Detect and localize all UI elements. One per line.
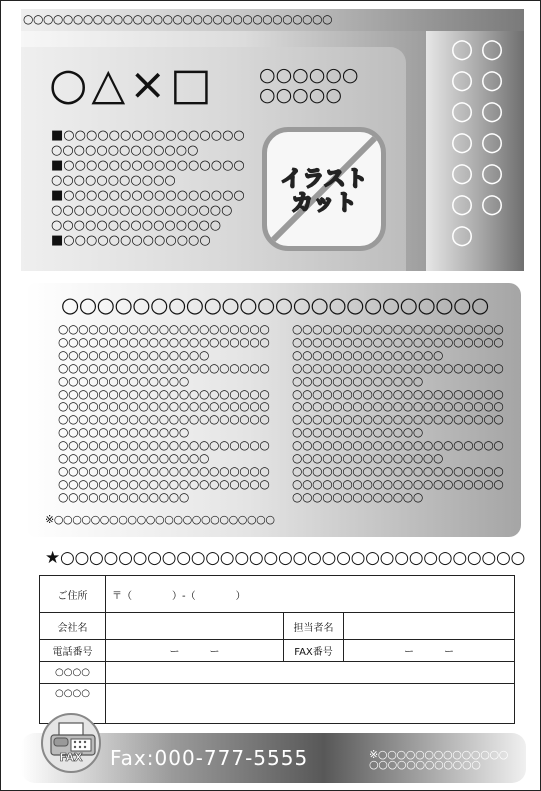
company-field[interactable] (106, 613, 284, 640)
order-form (39, 575, 515, 724)
hero-bullets (51, 128, 251, 248)
right-item: ○ (480, 158, 504, 188)
address-label: ご住所 (40, 576, 106, 613)
form-title: ★○○○○○○○○○○○○○○○○○○○○○○○○○○○○○○○○ (45, 548, 526, 568)
footer-note: ※○○○○○○○○○○○○○○ ○○○○○○○○○○○○ (369, 748, 509, 771)
bullet-item: ■○○○○○○○○○○○○○○○○ ○○○○○○○○○○○○○ (51, 128, 245, 158)
address-field[interactable]: 〒（ ）-（ ） (106, 576, 515, 613)
fax-number: Fax:000-777-5555 (110, 746, 309, 770)
content-column-left: ○○○○○○○○○○○○○○○○○○○○○ ○○○○○○○○○○○○○○○○○○○○○ ○○○○○○○○○○○○○○○ ○○○○○○○○○○○○○○○○○○○○○ ○○○○○○○○○○○○○ ○○○○○○○○○○○○○○○○○○○○○ ○○○○○○○○○○○○○○○○○○○○○ ○○○○○○○○○○○○○○○○○○○○○ ○○○○○○○○○○○○○ ○○○○○○○○○○○○○○○○○○○○○ ○○○○○○○○○○○○○○○ ○○○○○○○○○○○○○○○○○○○○○ ○○○○○○○○○○○○○○○○○○○○○ ○○○○○○○○○○○○○ (58, 322, 270, 504)
content-title: ○○○○○○○○○○○○○○○○○○○○○○○○ (61, 293, 489, 317)
bullet-item: ■○○○○○○○○○○○○○○○○ ○○○○○○○○○○○○○○○○ ○○○○○○○○○○○○○○○ (51, 188, 245, 233)
bullet-item: ■○○○○○○○○○○○○○○○○ ○○○○○○○○○○○ (51, 158, 245, 188)
illustration-label: イラスト カット (280, 167, 368, 216)
extra2-field[interactable] (106, 684, 515, 724)
illustration-placeholder (262, 127, 386, 251)
right-item: ○ (450, 34, 474, 64)
right-item: ○ (450, 127, 474, 157)
right-item: ○ (480, 34, 504, 64)
right-item: ○ (450, 189, 474, 219)
content-note: ※○○○○○○○○○○○○○○○○○○○○○○○○ (45, 513, 275, 526)
extra2-label: ○○○○ (40, 684, 106, 724)
content-column-right: ○○○○○○○○○○○○○○○○○○○○○ ○○○○○○○○○○○○○○○○○○○○○ ○○○○○○○○○○○○○○○ ○○○○○○○○○○○○○○○○○○○○○ ○○○○○○○○○○○○○ ○○○○○○○○○○○○○○○○○○○○○ ○○○○○○○○○○○○○○○○○○○○○ ○○○○○○○○○○○○○○○○○○○○○ ○○○○○○○○○○○○○ ○○○○○○○○○○○○○○○○○○○○○ ○○○○○○○○○○○○○○○ ○○○○○○○○○○○○○○○○○○○○○ ○○○○○○○○○○○○○○○○○○○○○ ○○○○○○○○○○○○○ (292, 322, 504, 504)
company-label: 会社名 (40, 613, 106, 640)
right-item: ○ (450, 158, 474, 188)
right-item: ○ (480, 127, 504, 157)
phone-field[interactable]: ー ー (106, 640, 284, 662)
right-item: ○ (480, 65, 504, 95)
hero-symbols: ○△×□ (49, 59, 216, 110)
person-label: 担当者名 (284, 613, 344, 640)
fax-field[interactable]: ー ー (344, 640, 515, 662)
right-item: ○ (450, 65, 474, 95)
phone-label: 電話番号 (40, 640, 106, 662)
hero-headline: ○○○○○○ ○○○○○ (259, 64, 359, 106)
right-item: ○ (450, 96, 474, 126)
extra1-field[interactable] (106, 662, 515, 684)
right-column-items (447, 34, 507, 250)
fax-badge-label: FAX (59, 751, 83, 764)
fax-machine-icon (41, 713, 101, 773)
extra1-label: ○○○○ (40, 662, 106, 684)
right-item: ○ (480, 96, 504, 126)
person-field[interactable] (344, 613, 515, 640)
right-item: ○ (480, 189, 504, 219)
top-strip-text: ○○○○○○○○○○○○○○○○○○○○○○○○○○○○○○○ (23, 12, 333, 26)
right-item: ○ (450, 220, 474, 250)
bullet-item: ■○○○○○○○○○○○○○ (51, 233, 211, 248)
fax-label: FAX番号 (284, 640, 344, 662)
